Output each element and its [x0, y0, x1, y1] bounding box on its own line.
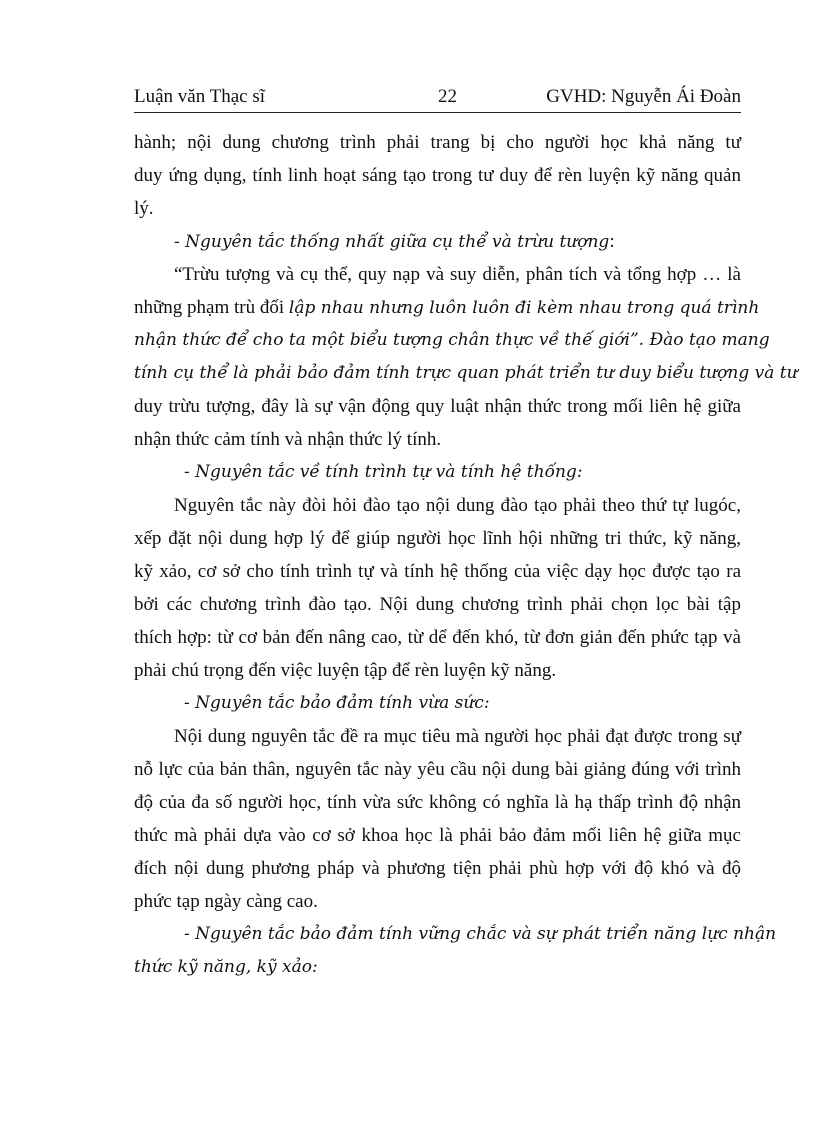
section-heading: - Nguyên tắc bảo đảm tính vừa sức:: [184, 693, 490, 713]
text-line: tính cụ thể là phải bảo đảm tính trực quan phát triển tư duy biểu tượng và tư: [134, 363, 798, 383]
document-body: [134, 126, 798, 984]
thesis-type: Luận văn Thạc sĩ: [134, 86, 266, 107]
text-line: xếp đặt nội dung hợp lý để giúp người học lĩnh hội những tri thức, kỹ năng,: [134, 528, 741, 549]
text-line: phức tạp ngày càng cao.: [134, 891, 318, 912]
text-line: Nguyên tắc này đòi hỏi đào tạo nội dung đào tạo phải theo thứ tự lugóc,: [174, 495, 741, 516]
text-line: nỗ lực của bản thân, nguyên tắc này yêu cầu nội dung bài giảng đúng với trình: [134, 759, 741, 780]
text-line: phải chú trọng đến việc luyện tập để rèn luyện kỹ năng.: [134, 660, 557, 681]
text-line: duy ứng dụng, tính linh hoạt sáng tạo trong tư duy để rèn luyện kỹ năng quản: [134, 165, 741, 186]
text-line: bởi các chương trình đào tạo. Nội dung chương trình phải chọn lọc bài tập: [134, 594, 741, 615]
text-line: những phạm trù đối lập nhau nhưng luôn luôn đi kèm nhau trong quá trình: [134, 297, 760, 318]
text-line: Nội dung nguyên tắc đề ra mục tiêu mà người học phải đạt được trong sự: [174, 726, 741, 747]
text-line: hành; nội dung chương trình phải trang bị cho người học khả năng tư: [134, 132, 741, 153]
section-heading: - Nguyên tắc về tính trình tự và tính hệ thống:: [184, 462, 583, 482]
advisor: GVHD: Nguyễn Ái Đoàn: [546, 86, 741, 107]
text-line: thích hợp: từ cơ bản đến nâng cao, từ dể đến khó, từ đơn giản đến phức tạp và: [134, 627, 741, 648]
page-number: 22: [438, 86, 457, 107]
text-line: độ của đa số người học, tính vừa sức không có nghĩa là hạ thấp trình độ nhận: [134, 792, 741, 813]
text-line: nhận thức cảm tính và nhận thức lý tính.: [134, 429, 442, 450]
section-heading: - Nguyên tắc bảo đảm tính vững chắc và sự phát triển năng lực nhận: [184, 924, 777, 944]
text-line: duy trừu tượng, đây là sự vận động quy luật nhận thức trong mối liên hệ giữa: [134, 396, 741, 417]
section-heading: - Nguyên tắc thống nhất giữa cụ thể và trừu tượng:: [174, 231, 615, 252]
text-line: thức mà phải dựa vào cơ sở khoa học là phải bảo đảm mối liên hệ giữa mục: [134, 825, 741, 846]
text-line: “Trừu tượng và cụ thể, quy nạp và suy diễn, phân tích và tổng hợp … là: [174, 264, 741, 285]
text-line: nhận thức để cho ta một biểu tượng chân thực về thế giới”. Đào tạo mang: [134, 330, 770, 350]
section-heading: thức kỹ năng, kỹ xảo:: [134, 957, 318, 977]
text-line: lý.: [134, 198, 154, 219]
text-line: kỹ xảo, cơ sở cho tính trình tự và tính hệ thống của việc dạy học được tạo ra: [134, 561, 741, 582]
page-header: [134, 82, 741, 113]
text-line: đích nội dung phương pháp và phương tiện phải phù hợp với độ khó và độ: [134, 858, 741, 879]
